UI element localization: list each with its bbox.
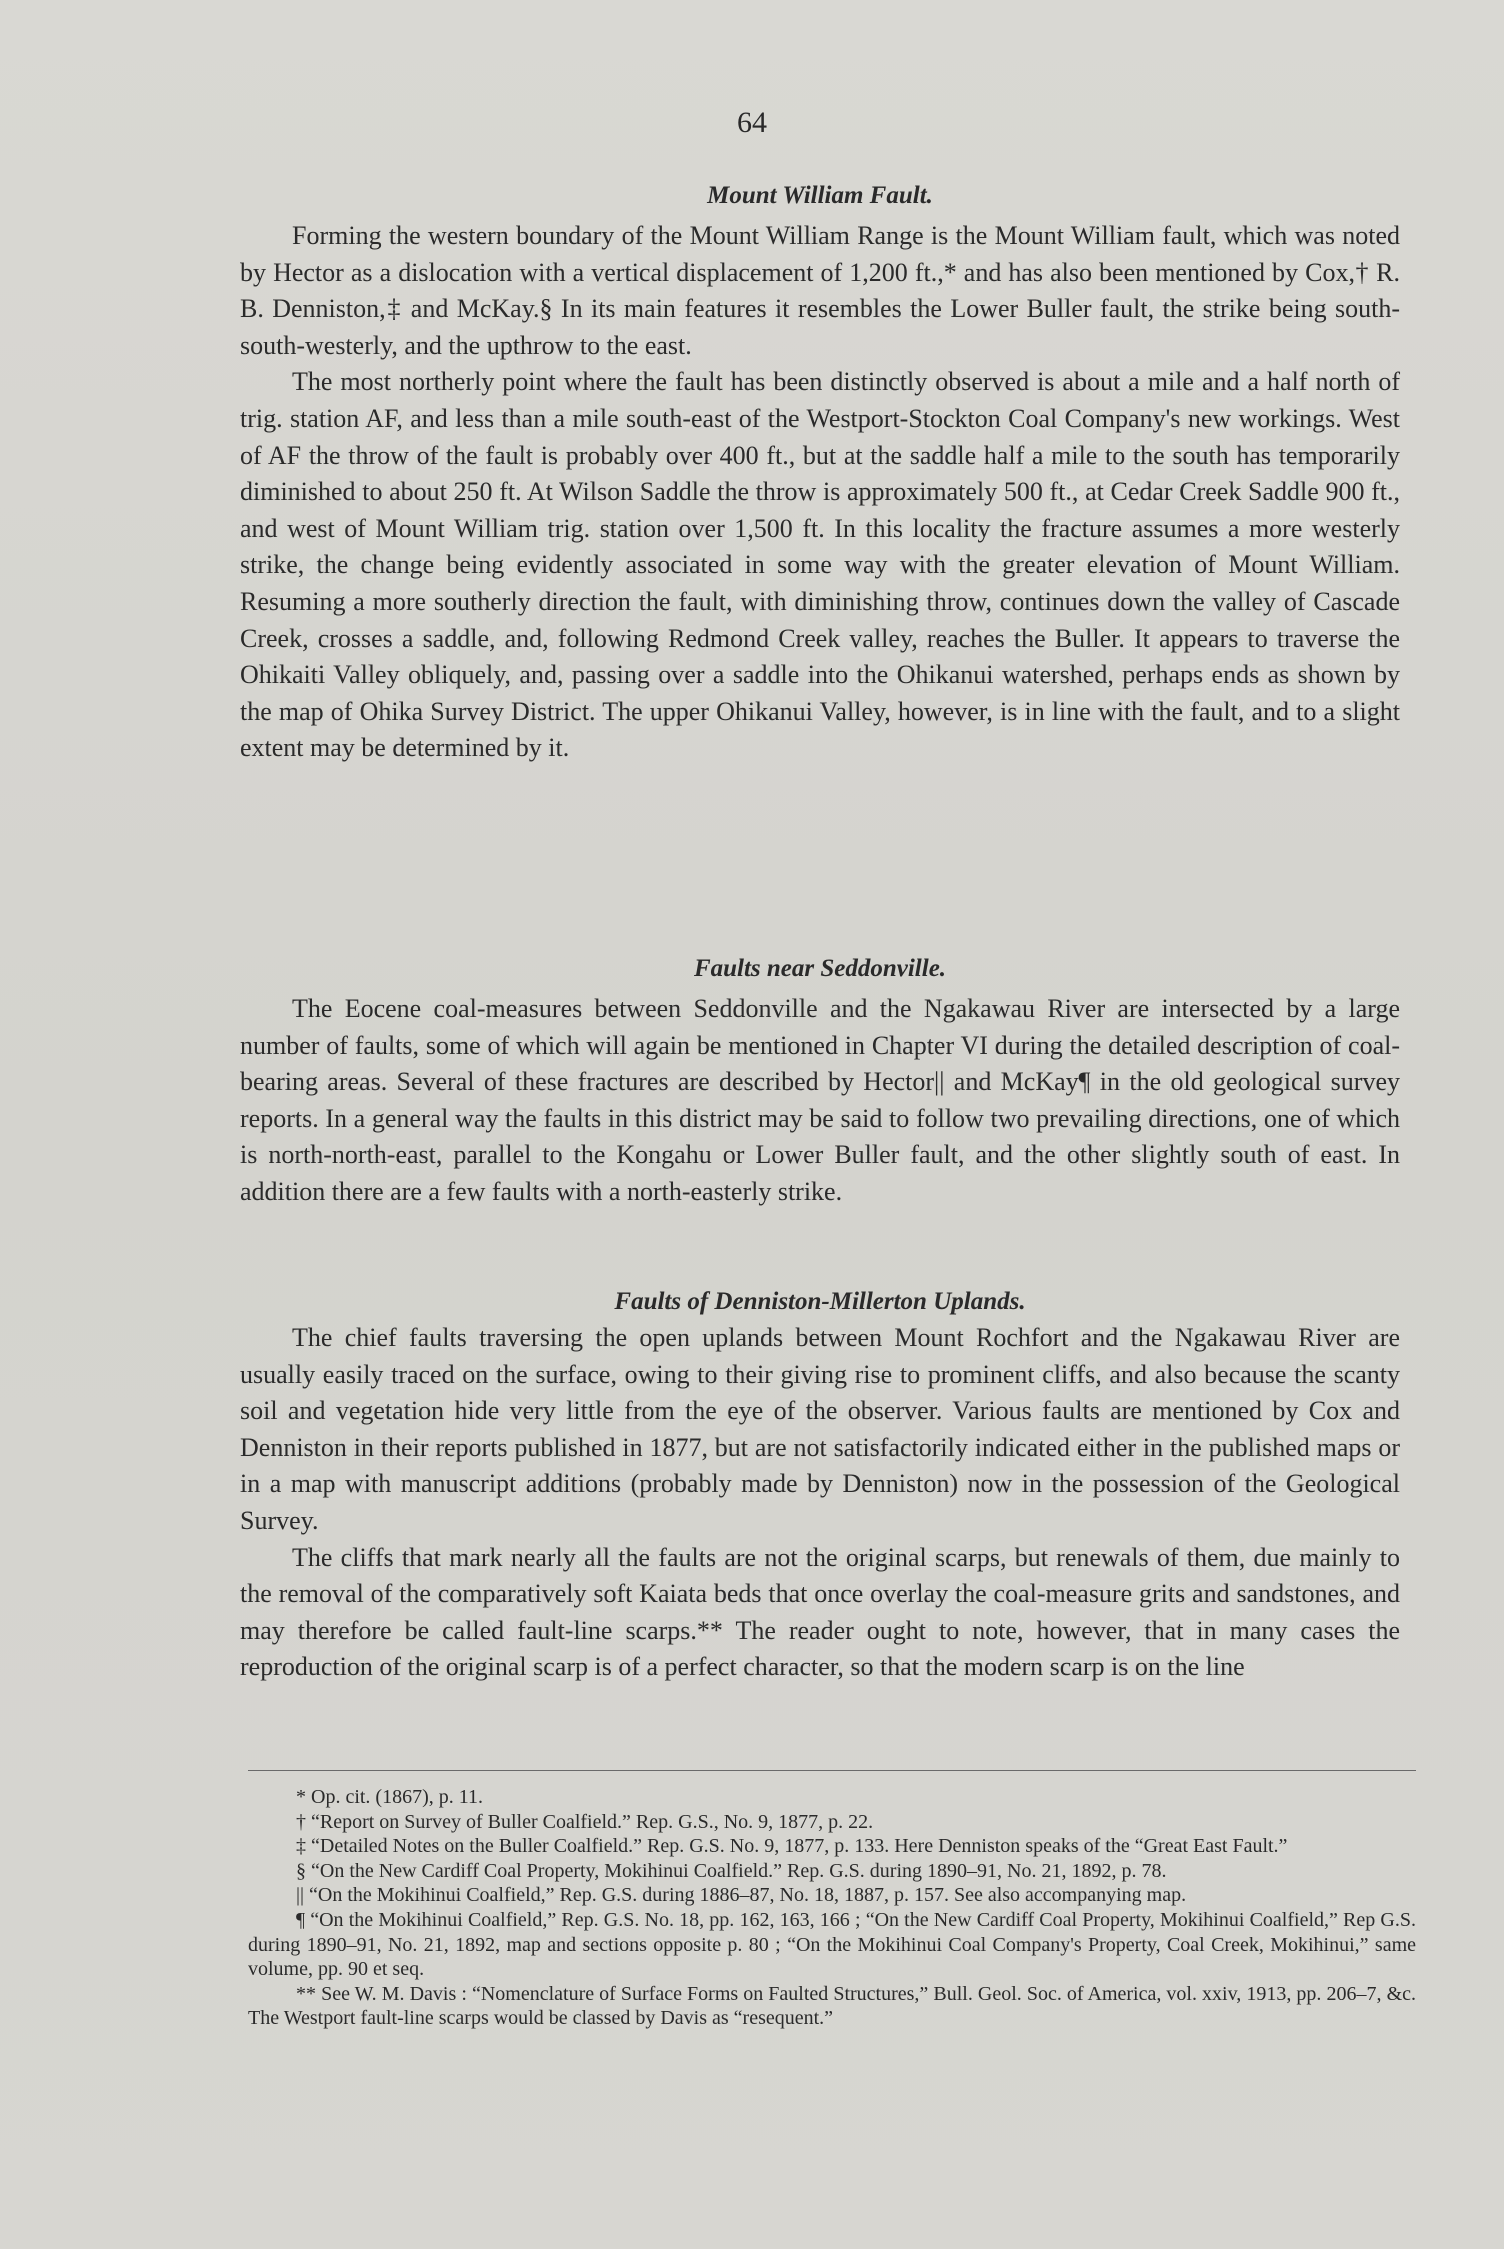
footnote: ¶ “On the Mokihinui Coalfield,” Rep. G.S. No. 18, pp. 162, 163, 166 ; “On the New Cardiff Coal Property, Mokihinui Coalfield,” Rep G.S. during 1890–91, No. 21, 1892, map and sections opposite p. 80 ; “On the Mokihinui Coal Company's Property, Coal Creek, Mokihinui,” same volume, pp. 90 et seq. — [248, 1908, 1416, 1981]
footnote: † “Report on Survey of Buller Coalfield.” Rep. G.S., No. 9, 1877, p. 22. — [296, 1810, 874, 1833]
section-heading: Faults of Denniston-Millerton Uplands. — [614, 1288, 1026, 1315]
footnote: ** See W. M. Davis : “Nomenclature of Surface Forms on Faulted Structures,” Bull. Geol. Soc. of America, vol. xxiv, 1913, pp. 206–7, &c. The Westport fault-line scarps would be classed by Davis as “resequent.” — [248, 1982, 1416, 2030]
paragraph: The Eocene coal-measures between Seddonville and the Ngakawau River are intersected by a large number of faults, some of which will again be mentioned in Chapter VI during the detailed description of coal-bearing areas. Several of these fractures are described by Hector|| and McKay¶ in the old geological survey reports. In a general way the faults in this district may be said to follow two prevailing directions, one of which is north-north-east, parallel to the Kongahu or Lower Buller fault, and the other slightly south of east. In addition there are a few faults with a north-easterly strike. — [240, 994, 1400, 1206]
section-mount-william — [240, 182, 1400, 767]
page-number: 64 — [737, 106, 767, 139]
footnote: || “On the Mokihinui Coalfield,” Rep. G.S. during 1886–87, No. 18, 1887, p. 157. See also accompanying map. — [296, 1884, 1187, 1907]
footnote: ‡ “Detailed Notes on the Buller Coalfield.” Rep. G.S. No. 9, 1877, p. 133. Here Denniston speaks of the “Great East Fault.” — [296, 1835, 1288, 1858]
section-heading: Faults near Seddonville. — [693, 955, 947, 982]
section-heading: Mount William Fault. — [707, 182, 933, 209]
section-seddonville — [240, 955, 1400, 1211]
footnotes — [248, 1770, 1416, 2031]
paragraph: The cliffs that mark nearly all the faults are not the original scarps, but renewals of them, due mainly to the removal of the comparatively soft Kaiata beds that once overlay the coal-measure grits and sandstones, and may therefore be called fault-line scarps.** The reader ought to note, however, that in many cases the reproduction of the original scarp is of a perfect character, so that the modern scarp is on the line — [240, 1542, 1400, 1682]
footnote: * Op. cit. (1867), p. 11. — [296, 1786, 484, 1808]
paragraph: The chief faults traversing the open uplands between Mount Rochfort and the Ngakawau River are usually easily traced on the surface, owing to their giving rise to prominent cliffs, and also because the scanty soil and vegetation hide very little from the eye of the observer. Various faults are mentioned by Cox and Denniston in their reports published in 1877, but are not satisfactorily indicated either in the published maps or in a map with manuscript additions (probably made by Denniston) now in the possession of the Geological Survey. — [240, 1323, 1400, 1535]
paragraph: Forming the western boundary of the Mount William Range is the Mount William fault, which was noted by Hector as a dislocation with a vertical displacement of 1,200 ft.,* and has also been mentioned by Cox,† R. B. Denniston,‡ and McKay.§ In its main features it resembles the Lower Buller fault, the strike being south-south-westerly, and the upthrow to the east. — [240, 221, 1400, 360]
section-denniston — [240, 1288, 1400, 1686]
footnote: § “On the New Cardiff Coal Property, Mokihinui Coalfield.” Rep. G.S. during 1890–91, No. 21, 1892, p. 78. — [296, 1859, 1167, 1882]
paragraph: The most northerly point where the fault has been distinctly observed is about a mile and a half north of trig. station AF, and less than a mile south-east of the Westport-Stockton Coal Company's new workings. West of AF the throw of the fault is probably over 400 ft., but at the saddle half a mile to the south has temporarily diminished to about 250 ft. At Wilson Saddle the throw is approximately 500 ft., at Cedar Creek Saddle 900 ft., and west of Mount William trig. station over 1,500 ft. In this locality the fracture assumes a more westerly strike, the change being evidently associated in some way with the greater elevation of Mount William. Resuming a more southerly direction the fault, with diminishing throw, continues down the valley of Cascade Creek, crosses a saddle, and, following Redmond Creek valley, reaches the Buller. It appears to traverse the Ohikaiti Valley obliquely, and, passing over a saddle into the Ohikanui watershed, perhaps ends as shown by the map of Ohika Survey District. The upper Ohikanui Valley, however, is in line with the fault, and to a slight extent may be determined by it. — [240, 367, 1400, 763]
